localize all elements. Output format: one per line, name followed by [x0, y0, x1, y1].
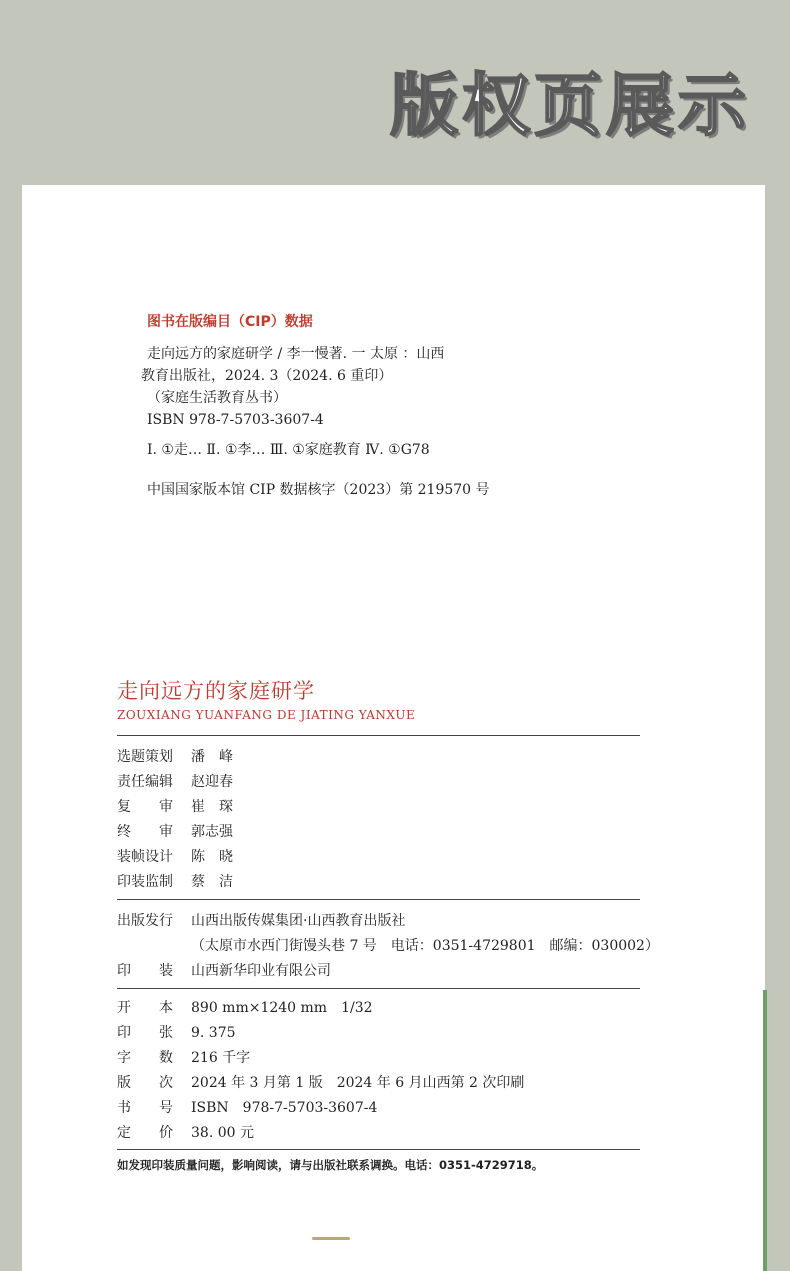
publishing-row	[117, 959, 659, 984]
divider-2	[117, 899, 640, 900]
cip-line-3: （家庭生活教育丛书）	[147, 390, 287, 406]
book-pinyin-title: ZOUXIANG YUANFANG DE JIATING YANXUE	[117, 708, 416, 722]
spec-label: 字 数	[117, 1050, 173, 1066]
spec-row	[117, 1021, 524, 1046]
spec-label: 定 价	[117, 1125, 173, 1141]
spec-label: 书 号	[117, 1100, 173, 1116]
spec-row	[117, 1046, 524, 1071]
book-title: 走向远方的家庭研学	[117, 679, 315, 703]
quality-notice: 如发现印装质量问题，影响阅读，请与出版社联系调换。电话：0351-4729718。	[117, 1158, 544, 1172]
credit-label: 复 审	[117, 799, 173, 815]
credit-label: 终 审	[117, 824, 173, 840]
credit-row	[117, 745, 233, 770]
spec-label: 开 本	[117, 1000, 173, 1016]
credit-row	[117, 870, 233, 895]
ink-smudge	[312, 1237, 350, 1240]
credit-label: 装帧设计	[117, 849, 173, 865]
credit-label: 责任编辑	[117, 774, 173, 790]
spec-row	[117, 1121, 524, 1146]
cip-block	[141, 311, 490, 501]
credit-value: 潘 峰	[191, 749, 233, 765]
spec-row	[117, 996, 524, 1021]
divider-4	[117, 1149, 640, 1150]
spec-row	[117, 1071, 524, 1096]
credit-row	[117, 795, 233, 820]
cip-classification: Ⅰ. ①走… Ⅱ. ①李… Ⅲ. ①家庭教育 Ⅳ. ①G78	[147, 442, 430, 458]
cip-isbn: ISBN 978-7-5703-3607-4	[147, 412, 324, 428]
divider-3	[117, 988, 640, 989]
credit-value: 郭志强	[191, 824, 233, 840]
cip-line-2: 教育出版社，2024. 3（2024. 6 重印）	[141, 368, 393, 384]
publishing-value: （太原市水西门街馒头巷 7 号 电话：0351-4729801 邮编：030002）	[191, 938, 659, 954]
credit-value: 崔 琛	[191, 799, 233, 815]
credit-row	[117, 820, 233, 845]
cip-line-1: 走向远方的家庭研学 / 李一慢著. 一 太原 ：山西	[147, 346, 445, 362]
credit-value: 蔡 洁	[191, 874, 233, 890]
credits-list	[117, 745, 233, 895]
credit-row	[117, 770, 233, 795]
publishing-label: 印 装	[117, 963, 173, 979]
publishing-row	[117, 934, 659, 959]
banner-title: 版权页展示	[389, 67, 750, 146]
specs-list	[117, 996, 524, 1146]
spec-value: 216 千字	[191, 1050, 251, 1066]
spec-value: ISBN 978-7-5703-3607-4	[191, 1100, 378, 1116]
publishing-value: 山西出版传媒集团·山西教育出版社	[191, 913, 406, 929]
spec-value: 2024 年 3 月第 1 版 2024 年 6 月山西第 2 次印刷	[191, 1075, 525, 1091]
spec-label: 印 张	[117, 1025, 173, 1041]
spec-value: 9. 375	[191, 1025, 236, 1041]
credit-value: 赵迎春	[191, 774, 233, 790]
credit-label: 选题策划	[117, 749, 173, 765]
divider-1	[117, 735, 640, 736]
publishing-label: 出版发行	[117, 913, 173, 929]
publishing-list	[117, 909, 659, 984]
copyright-page	[22, 185, 765, 1271]
spec-value: 890 mm×1240 mm 1/32	[191, 1000, 373, 1016]
spec-label: 版 次	[117, 1075, 173, 1091]
publishing-value: 山西新华印业有限公司	[191, 963, 331, 979]
publishing-row	[117, 909, 659, 934]
publishing-label	[117, 934, 191, 959]
credit-row	[117, 845, 233, 870]
credit-label: 印装监制	[117, 874, 173, 890]
cip-record-number: 中国国家版本馆 CIP 数据核字（2023）第 219570 号	[147, 482, 490, 498]
page-edge-strip	[763, 990, 767, 1271]
credit-value: 陈 晓	[191, 849, 233, 865]
cip-heading: 图书在版编目（CIP）数据	[147, 314, 313, 330]
spec-row	[117, 1096, 524, 1121]
spec-value: 38. 00 元	[191, 1125, 254, 1141]
